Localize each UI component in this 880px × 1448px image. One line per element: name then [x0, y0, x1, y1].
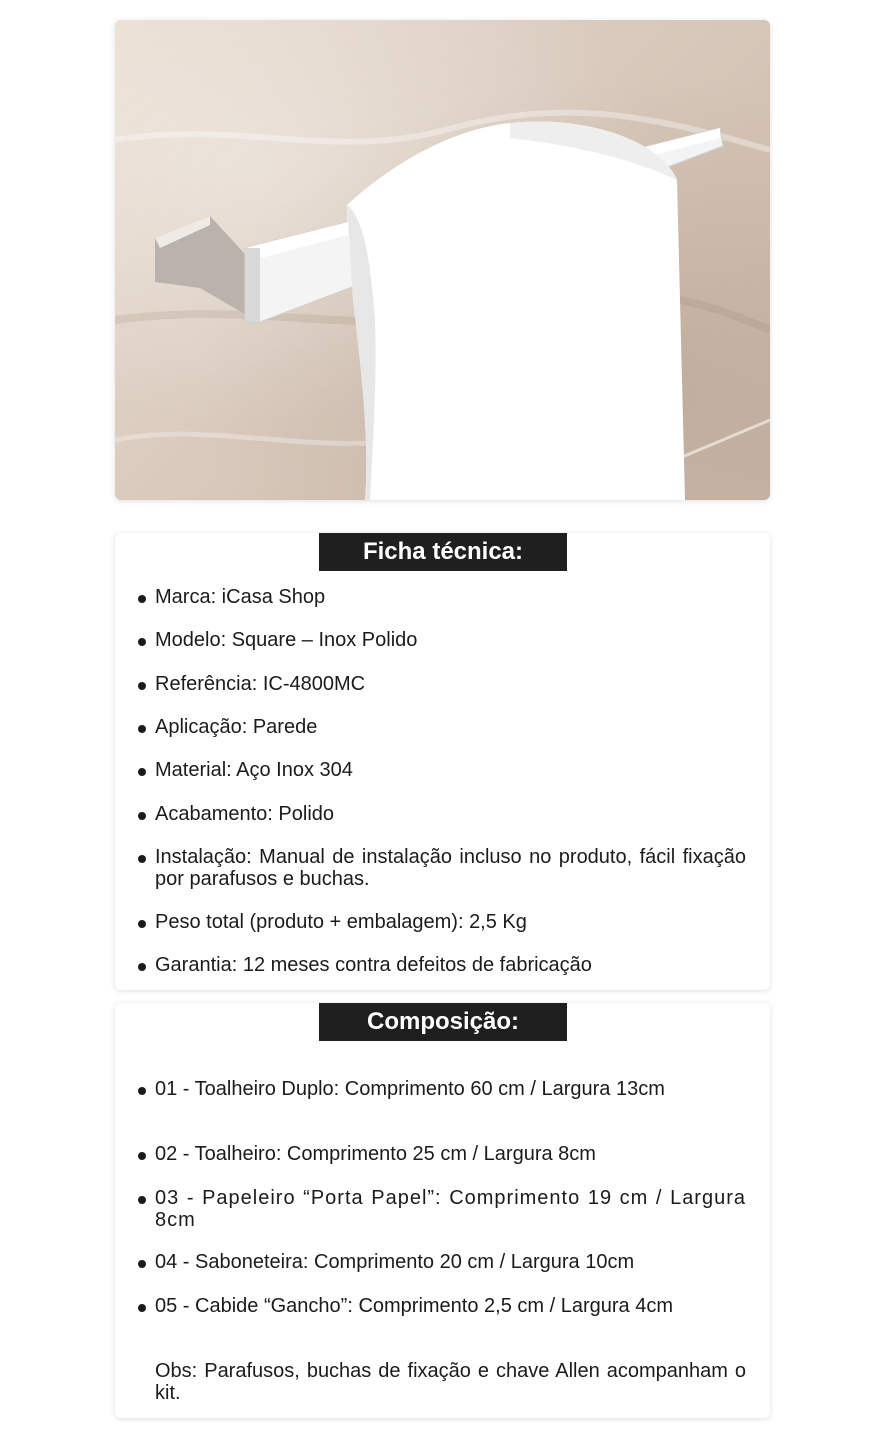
list-item: [155, 716, 746, 738]
list-item-text: Garantia: 12 meses contra defeitos de fabricação: [155, 954, 592, 976]
bullet-icon: [138, 725, 146, 733]
list-item: [155, 586, 746, 608]
bullet-icon: [138, 1304, 146, 1312]
product-photo: [115, 20, 770, 500]
ficha-tecnica-card: [115, 533, 770, 990]
composicao-card: [115, 1003, 770, 1418]
list-item: [155, 673, 746, 695]
towel-bar-illustration: [115, 20, 770, 500]
list-item-text: Referência: IC-4800MC: [155, 673, 366, 695]
list-item-text: Acabamento: Polido: [155, 803, 335, 825]
list-item: [155, 1295, 746, 1317]
list-item: [155, 1251, 746, 1273]
bullet-icon: [138, 812, 146, 820]
list-item-text: Instalação: Manual de instalação incluso no produto, fácil fixação por parafusos e buchas.: [155, 846, 746, 890]
ficha-tecnica-title: Ficha técnica:: [319, 533, 567, 571]
list-item: [155, 911, 746, 933]
list-item-text: Aplicação: Parede: [155, 716, 318, 738]
bullet-icon: [138, 638, 146, 646]
list-item: [155, 1187, 746, 1231]
list-item-text: Modelo: Square – Inox Polido: [155, 629, 418, 651]
list-item-text: 05 - Cabide “Gancho”: Comprimento 2,5 cm / Largura 4cm: [155, 1295, 673, 1317]
list-item: [155, 954, 746, 976]
list-item-text: 04 - Saboneteira: Comprimento 20 cm / Largura 10cm: [155, 1251, 635, 1273]
list-item: [155, 759, 746, 781]
bullet-icon: [138, 1087, 146, 1095]
list-item: [155, 803, 746, 825]
bullet-icon: [138, 963, 146, 971]
bullet-icon: [138, 1152, 146, 1160]
composicao-title: Composição:: [319, 1003, 567, 1041]
bullet-icon: [138, 1260, 146, 1268]
bullet-icon: [138, 768, 146, 776]
list-item-text: Peso total (produto + embalagem): 2,5 Kg: [155, 911, 527, 933]
list-item-text: 01 - Toalheiro Duplo: Comprimento 60 cm / Largura 13cm: [155, 1078, 665, 1100]
list-item-text: 02 - Toalheiro: Comprimento 25 cm / Largura 8cm: [155, 1143, 596, 1165]
list-item: [155, 1143, 746, 1165]
composicao-obs: Obs: Parafusos, buchas de fixação e chave Allen acompanham o kit.: [155, 1360, 746, 1404]
list-item-text: Material: Aço Inox 304: [155, 759, 353, 781]
list-item-text: Marca: iCasa Shop: [155, 586, 326, 608]
bullet-icon: [138, 682, 146, 690]
bullet-icon: [138, 855, 146, 863]
list-item: [155, 1078, 746, 1100]
list-item: [155, 629, 746, 651]
bullet-icon: [138, 1196, 146, 1204]
bullet-icon: [138, 920, 146, 928]
list-item-text: 03 - Papeleiro “Porta Papel”: Comprimento 19 cm / Largura 8cm: [155, 1187, 746, 1231]
bullet-icon: [138, 595, 146, 603]
list-item: [155, 846, 746, 890]
